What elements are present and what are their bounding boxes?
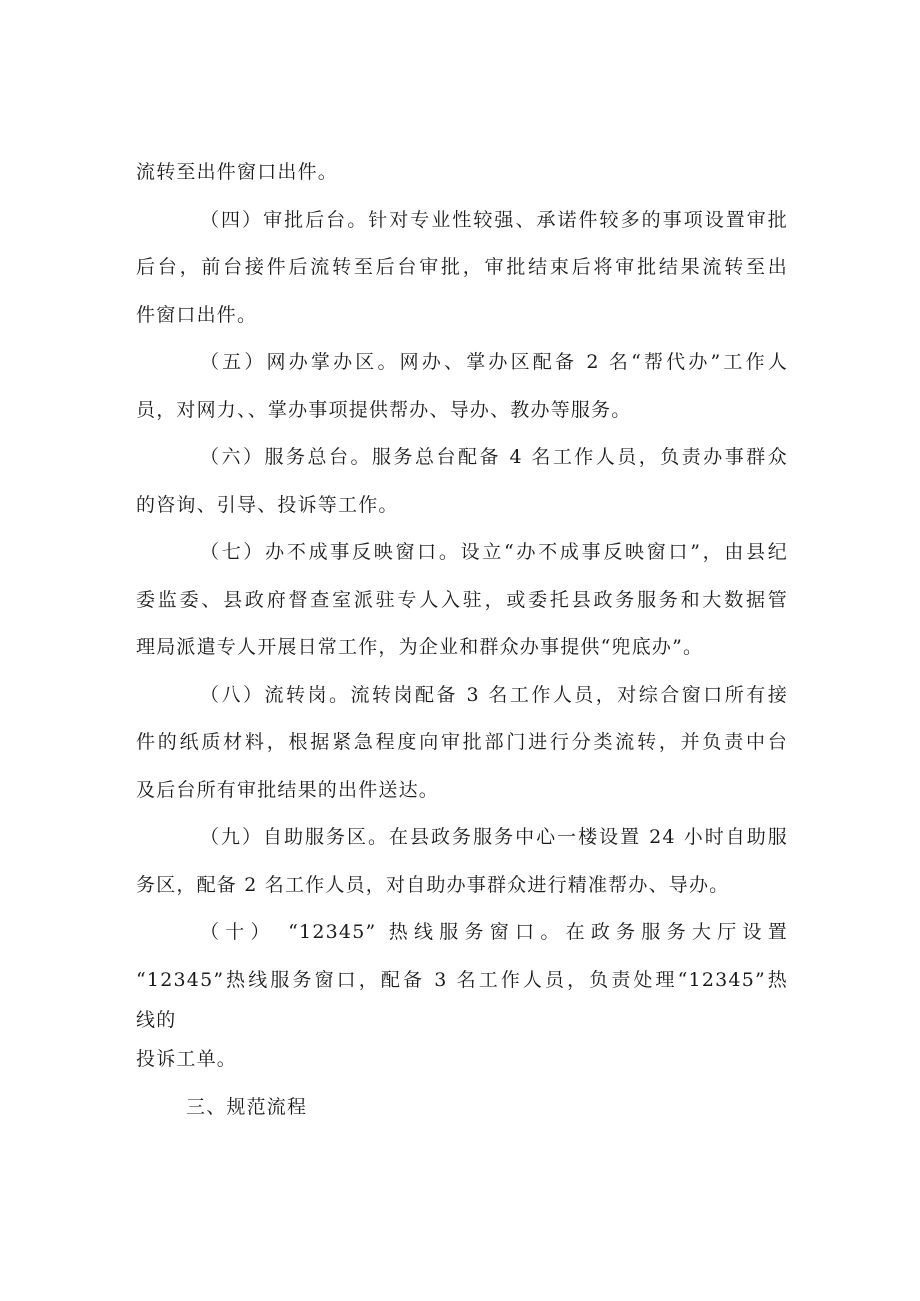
document-body [136, 149, 788, 1131]
text-line-3: 后台，前台接件后流转至后台审批，审批结束后将审批结果流转至出 [136, 256, 788, 278]
text-line-1: 流转至出件窗口出件。 [136, 161, 339, 183]
text-line-18: “12345”热线服务窗口，配备 3 名工作人员，负责处理“12345”热 [136, 968, 788, 991]
text-line-4: 件窗口出件。 [136, 303, 258, 326]
text-line-16: 务区，配备 2 名工作人员，对自助办事群众进行精准帮办、导办。 [136, 873, 730, 896]
text-line-10: 委监委、县政府督查室派驻专人入驻，或委托县政务服务和大数据管 [136, 588, 788, 611]
text-line-8: 的咨询、引导、投诉等工作。 [136, 493, 399, 516]
text-line-11: 理局派遣专人开展日常工作，为企业和群众办事提供“兜底办”。 [136, 636, 704, 658]
text-line-2: （四）审批后台。针对专业性较强、承诺件较多的事项设置审批 [200, 208, 788, 231]
text-line-20: 投诉工单。 [136, 1048, 238, 1070]
text-line-19: 线的 [136, 1009, 177, 1031]
text-line-14: 及后台所有审批结果的出件送达。 [136, 778, 440, 801]
text-line-15: （九）自助服务区。在县政务服务中心一楼设置 24 小时自助服 [200, 826, 788, 848]
text-line-12: （八）流转岗。流转岗配备 3 名工作人员，对综合窗口所有接 [200, 683, 788, 706]
text-line-9: （七）办不成事反映窗口。设立“办不成事反映窗口”，由县纪 [200, 541, 788, 563]
text-line-17: （十） “12345” 热线服务窗口。在政务服务大厅设置 [200, 921, 788, 943]
section-heading: 三、规范流程 [186, 1095, 308, 1118]
text-line-6: 员，对网力、、掌办事项提供帮办、导办、教办等服务。 [136, 398, 632, 421]
text-line-5: （五）网办掌办区。网办、掌办区配备 2 名“帮代办”工作人 [200, 351, 788, 373]
text-line-13: 件的纸质材料，根据紧急程度向审批部门进行分类流转，并负责中台 [136, 731, 788, 753]
text-line-7: （六）服务总台。服务总台配备 4 名工作人员，负责办事群众 [200, 446, 788, 468]
